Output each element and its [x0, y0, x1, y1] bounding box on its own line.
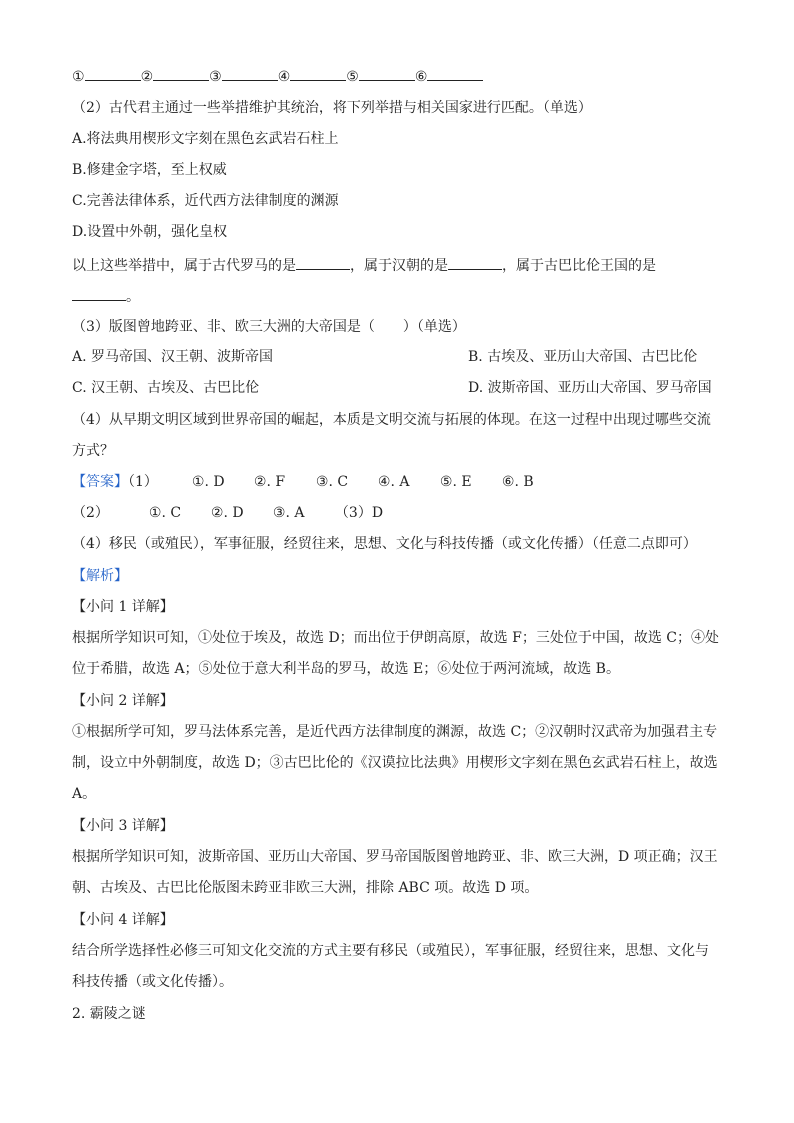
- answer-q1-item: ③. C: [315, 474, 349, 490]
- q2-fill-text-2: ，属于汉朝的是: [350, 258, 448, 274]
- answer-blank: [72, 286, 126, 301]
- sub3-line-1: 根据所学知识可知，波斯帝国、亚历山大帝国、罗马帝国版图曾地跨亚、非、欧三大洲，D 项正确；汉王: [72, 849, 718, 865]
- sub4-line-1: 结合所学选择性必修三可知文化交流的方式主要有移民（或殖民），军事征服，经贸往来，思想、文化与: [72, 943, 709, 959]
- sub2-title: 【小问 2 详解】: [72, 693, 174, 709]
- q1-blanks-line: [72, 66, 483, 86]
- answer-label: 【答案】: [72, 474, 128, 490]
- q2-fill-text-1: 以上这些举措中，属于古代罗马的是: [72, 258, 296, 274]
- answer-blank: [153, 66, 209, 81]
- answer-q1-item: ②. F: [253, 474, 286, 490]
- answer-blank: [359, 66, 415, 81]
- q2-option-c: C.完善法律体系，近代西方法律制度的渊源: [72, 193, 339, 209]
- q2-option-a: A.将法典用楔形文字刻在黑色玄武岩石柱上: [72, 131, 339, 147]
- q2-fill-end: 。: [126, 289, 140, 305]
- answer-blank: [290, 66, 346, 81]
- q3-stem: （3）版图曾地跨亚、非、欧三大洲的大帝国是（ ）（单选）: [72, 319, 466, 335]
- sub4-title: 【小问 4 详解】: [72, 912, 174, 928]
- sub4-line-2: 科技传播（或文化传播）。: [72, 974, 233, 990]
- q3-options-row-2: [72, 378, 712, 398]
- answer-blank: [85, 66, 141, 81]
- answer-q1-item: ⑥. B: [501, 474, 534, 490]
- q3-option-d: D. 波斯帝国、亚历山大帝国、罗马帝国: [468, 380, 712, 396]
- blank-label-4: ④: [277, 69, 291, 85]
- q2-option-d: D.设置中外朝，强化皇权: [72, 224, 228, 240]
- blank-label-3: ③: [209, 69, 222, 85]
- q2-stem: （2）古代君主通过一些举措维护其统治，将下列举措与相关国家进行匹配。（单选）: [72, 100, 592, 116]
- blank-label-1: ①: [72, 69, 85, 85]
- answer-q1-prefix: （1）: [128, 474, 158, 490]
- answer-line-1: [72, 472, 564, 492]
- answer-blank: [427, 66, 483, 81]
- analysis-label: 【解析】: [72, 568, 128, 584]
- answer-q1-item: ④. A: [377, 474, 410, 490]
- answer-blank: [448, 255, 502, 270]
- q2-fill-text-3: ，属于古巴比伦王国的是: [502, 258, 656, 274]
- sub1-line-1: 根据所学知识可知，①处位于埃及，故选 D；而出位于伊朗高原，故选 F；三处位于中国，故选 C；④处: [72, 630, 719, 646]
- sub2-line-3: A。: [72, 786, 97, 802]
- answer-q2-item: ②. D: [210, 505, 244, 521]
- q2-fill-line-2: [72, 286, 140, 306]
- answer-q2-item: ③. A: [272, 505, 305, 521]
- answer-line-3: （4）移民（或殖民），军事征服，经贸往来，思想、文化与科技传播（或文化传播）（任意二点即可）: [72, 536, 697, 552]
- sub1-line-2: 位于希腊，故选 A；⑤处位于意大利半岛的罗马，故选 E；⑥处位于两河流域，故选 B。: [72, 661, 620, 677]
- q2-fill-line: [72, 255, 656, 275]
- answer-q1-item: ⑤. E: [439, 474, 472, 490]
- sub2-line-1: ①根据所学可知，罗马法体系完善，是近代西方法律制度的渊源，故选 C；②汉朝时汉武帝为加强君主专: [72, 724, 718, 740]
- q3-option-c: C. 汉王朝、古埃及、古巴比伦: [72, 380, 260, 396]
- answer-blank: [222, 66, 278, 81]
- blank-label-2: ②: [140, 69, 154, 85]
- q4-stem-line-2: 方式？: [72, 443, 114, 459]
- sub1-title: 【小问 1 详解】: [72, 599, 174, 615]
- q3-option-a: A. 罗马帝国、汉王朝、波斯帝国: [72, 349, 274, 365]
- q3-option-b: B. 古埃及、亚历山大帝国、古巴比伦: [468, 349, 698, 365]
- next-question-title: 2. 霸陵之谜: [72, 1006, 146, 1022]
- answer-line-2: [72, 503, 383, 523]
- answer-q1-item: ①. D: [191, 474, 225, 490]
- sub2-line-2: 制，设立中外朝制度，故选 D；③古巴比伦的《汉谟拉比法典》用楔形文字刻在黑色玄武岩石柱上，故选: [72, 755, 718, 771]
- sub3-line-2: 朝、古埃及、古巴比伦版图未跨亚非欧三大洲，排除 ABC 项。故选 D 项。: [72, 880, 539, 896]
- answer-q3: （3）D: [334, 505, 384, 521]
- blank-label-5: ⑤: [346, 69, 359, 85]
- sub3-title: 【小问 3 详解】: [72, 818, 174, 834]
- answer-blank: [296, 255, 350, 270]
- answer-q2-prefix: （2）: [72, 505, 109, 521]
- q4-stem-line-1: （4）从早期文明区域到世界帝国的崛起，本质是文明交流与拓展的体现。在这一过程中出现过哪些交流: [72, 412, 711, 428]
- answer-q2-item: ①. C: [148, 505, 182, 521]
- q3-options-row-1: [72, 347, 712, 367]
- q2-option-b: B.修建金字塔，至上权威: [72, 162, 227, 178]
- blank-label-6: ⑥: [414, 69, 428, 85]
